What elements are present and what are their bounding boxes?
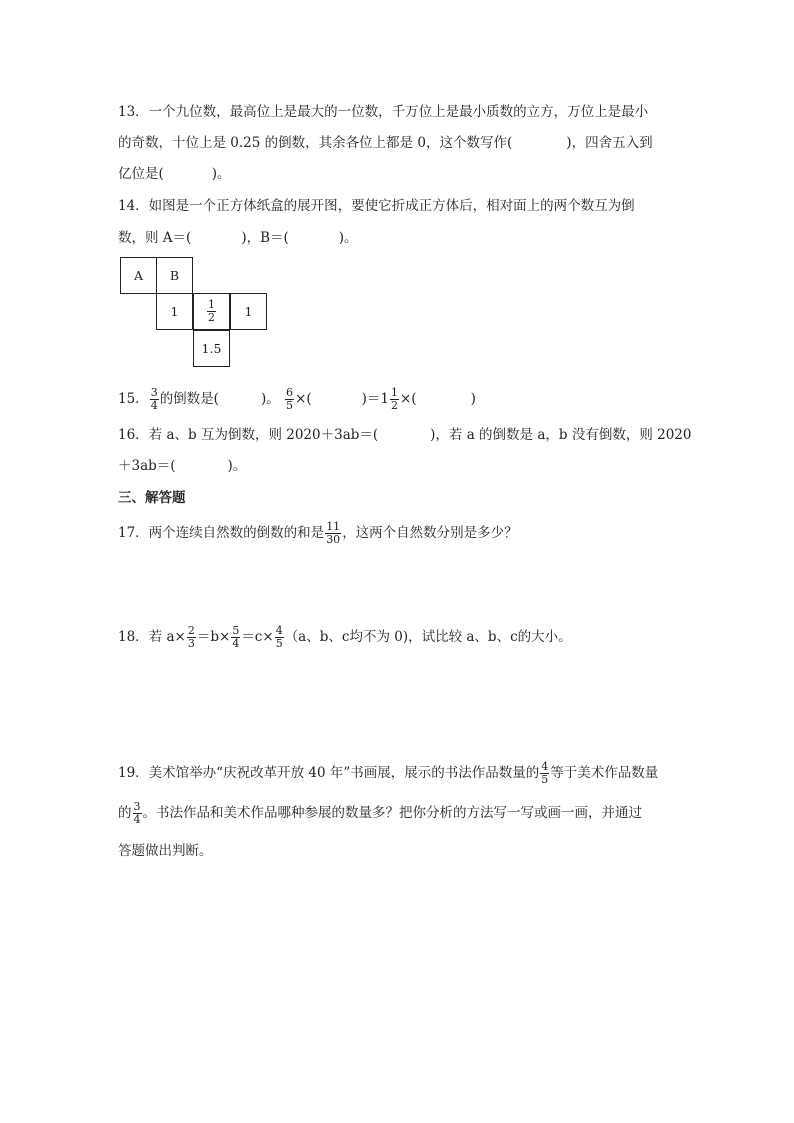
fraction-denominator: 2 — [391, 399, 398, 412]
fraction-denominator: 4 — [133, 813, 141, 826]
q17-fraction — [325, 521, 341, 546]
fraction-denominator: 30 — [326, 533, 341, 546]
q17-line — [118, 520, 518, 546]
half-fraction — [207, 299, 216, 324]
net-cell-one-right: 1 — [230, 293, 267, 330]
q15-fraction-1 — [150, 387, 159, 412]
fraction-numerator: 1 — [391, 386, 398, 399]
q18-fraction-3 — [275, 625, 284, 650]
fraction-numerator: 2 — [187, 624, 195, 637]
fraction-denominator: 4 — [150, 399, 158, 412]
q13-text: )。 — [211, 166, 231, 182]
q13-line-3 — [118, 164, 231, 184]
q13-line-1: 13．一个九位数，最高位上是最大的一位数，千万位上是最小质数的立方，万位上是最小 — [118, 104, 649, 120]
fraction-numerator: 1 — [208, 298, 215, 311]
q15-text: )＝1 — [361, 391, 389, 407]
q15-fraction-3 — [390, 387, 399, 412]
q13-text: 的奇数，十位上是 0.25 的倒数，其余各位上都是 0，这个数写作( — [118, 135, 513, 151]
q17-text: ，这两个自然数分别是多少？ — [342, 525, 518, 541]
q19-fraction-2 — [133, 801, 142, 826]
fraction-numerator: 11 — [326, 520, 341, 533]
fraction-numerator: 5 — [232, 624, 240, 637]
q19-text: 。书法作品和美术作品哪种参展的数量多？把你分析的方法写一写或画一画，并通过 — [142, 805, 642, 821]
q14-line-2 — [118, 228, 358, 248]
q18-text: ＝b× — [196, 629, 231, 645]
q14-text: )，B＝( — [241, 230, 289, 246]
q15-fraction-2 — [285, 387, 294, 412]
net-cell-one-point-five: 1.5 — [193, 330, 230, 367]
q15-text: ×( — [400, 391, 417, 407]
fraction-denominator: 5 — [286, 399, 294, 412]
q15-text: )。 — [260, 391, 280, 407]
fraction-denominator: 5 — [541, 773, 549, 786]
q19-line-1 — [118, 760, 658, 786]
q14-text: )。 — [338, 230, 358, 246]
q18-fraction-2 — [231, 625, 240, 650]
q19-text: 等于美术作品数量 — [550, 765, 659, 781]
q15-text: 的倒数是( — [159, 391, 219, 407]
q15-number: 15． — [118, 391, 149, 407]
q15-line — [118, 386, 476, 412]
section-title-answers: 三、解答题 — [118, 490, 186, 506]
q18-text: （a、b、c均不为 0)，试比较 a、b、c的大小。 — [284, 629, 572, 645]
fraction-numerator: 4 — [275, 624, 283, 637]
q15-text: ×( — [295, 391, 312, 407]
q18-fraction-1 — [187, 625, 196, 650]
fraction-numerator: 4 — [541, 760, 549, 773]
q19-text: 19．美术馆举办“庆祝改革开放 40 年”书画展，展示的书法作品数量的 — [118, 765, 540, 781]
q18-line — [118, 624, 572, 650]
q16-text: )，若 a 的倒数是 a，b 没有倒数，则 2020 — [430, 427, 692, 443]
fraction-numerator: 3 — [133, 800, 141, 813]
fraction-numerator: 6 — [286, 386, 294, 399]
q17-text: 17．两个连续自然数的倒数的和是 — [118, 525, 325, 541]
q16-line-2 — [118, 456, 246, 476]
q14-line-1: 14．如图是一个正方体纸盒的展开图，要使它折成正方体后，相对面上的两个数互为倒 — [118, 198, 635, 214]
q19-text: 的 — [118, 805, 132, 821]
fraction-denominator: 5 — [275, 637, 283, 650]
q18-text: ＝c× — [241, 629, 274, 645]
fraction-denominator: 4 — [232, 637, 240, 650]
fraction-denominator: 3 — [187, 637, 195, 650]
q14-text: 数，则 A＝( — [118, 230, 192, 246]
fraction-denominator: 2 — [208, 311, 215, 324]
net-cell-half — [193, 293, 230, 330]
net-cell-a: A — [120, 257, 157, 294]
q18-text: 18．若 a× — [118, 629, 186, 645]
q15-text: ) — [470, 391, 476, 407]
net-cell-one-left: 1 — [156, 293, 193, 330]
fraction-numerator: 3 — [150, 386, 158, 399]
q19-line-3: 答题做出判断。 — [118, 843, 213, 859]
q13-text: 亿位是( — [118, 166, 164, 182]
net-cell-b: B — [156, 257, 193, 294]
q19-line-2 — [118, 800, 642, 826]
q16-text: )。 — [227, 458, 247, 474]
q16-text: ＋3ab＝( — [118, 458, 176, 474]
q16-text: 16．若 a、b 互为倒数，则 2020＋3ab＝( — [118, 427, 379, 443]
q19-fraction-1 — [540, 761, 549, 786]
q13-text: )，四舍五入到 — [566, 135, 653, 151]
q16-line-1 — [118, 425, 691, 445]
q13-line-2 — [118, 133, 653, 153]
